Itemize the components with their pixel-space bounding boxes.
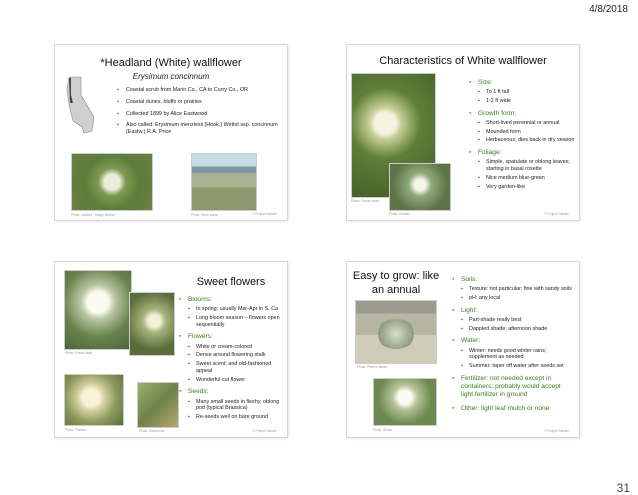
slide-credit: © Project Garden <box>544 429 569 433</box>
bullet-habitat: ▪ Coastal dunes, bluffs or prairies <box>117 99 282 106</box>
item: ▪ Many small seeds in fleshy, oblong pod (typical Brassica) <box>188 399 283 413</box>
slide-characteristics <box>347 45 579 220</box>
section-soils: ▪ Soils: ▪ Texture: not particular; fine with sandy soils ▪ pH: any local <box>452 276 574 302</box>
item: ▪ Summer: taper off water after seeds set <box>461 363 574 370</box>
photo-caption: Photo: Seed pods <box>139 429 165 433</box>
item: ▪ To 1 ft tall <box>478 89 575 96</box>
photo-flower-stalk <box>64 270 132 350</box>
slide-title: *Headland (White) wallflower <box>100 57 242 69</box>
item: ▪ Wonderful cut flower <box>188 377 283 384</box>
slide2-bullets <box>469 79 575 195</box>
item: ▪ Re-seeds well on bare ground <box>188 414 283 421</box>
slide4-bullets <box>452 276 574 418</box>
slide-credit: © Project Garden <box>252 429 277 433</box>
item: ▪ Dense around flowering stalk <box>188 352 283 359</box>
section-other: ▪ Other: light leaf mulch or none <box>452 405 574 413</box>
slide1-bullets <box>117 87 282 141</box>
item: ▪ Simple, spatulate or oblong leaves; starting in basal rosette <box>478 159 575 173</box>
photo-bloom-closeup <box>64 374 124 426</box>
photo-caption: Photo: Calflora · Image Archive <box>71 213 116 217</box>
photo-caption: Photo: Bloom <box>373 428 393 432</box>
bullet-range: ▪ Coastal scrub from Marin Co., CA to Curry Co., OR <box>117 87 282 94</box>
item: ▪ pH: any local <box>461 295 574 302</box>
section-light: ▪ Light: ▪ Part-shade really best ▪ Dappled shade; afternoon shade <box>452 307 574 333</box>
section-fertilizer: ▪ Fertilizer: not needed except in containers; probably would accept light fertilizer in ground <box>452 375 574 400</box>
photo-caption: Photo: Plant in dunes <box>357 365 388 369</box>
item: ▪ In spring; usually Mar-Apr in S. Ca <box>188 306 283 313</box>
page-date: 4/8/2018 <box>589 4 628 15</box>
item: ▪ Dappled shade; afternoon shade <box>461 326 574 333</box>
slide-title: Easy to grow: like an annual <box>352 270 440 296</box>
item: ▪ Sweet scent; and old-fashioned appeal <box>188 361 283 375</box>
page-number: 31 <box>616 481 630 495</box>
bullet-synonym: ▪ Also called: Erysimum menziesii (Hook.) Wettst ssp. concinnum (Eastw.) R.A. Price <box>117 122 282 136</box>
photo-dune-scene <box>191 153 257 211</box>
item: ▪ Long bloom season – flowers open sequentially <box>188 315 283 329</box>
photo-wallflower-plant <box>71 153 153 211</box>
slide-title: Sweet flowers <box>196 276 266 288</box>
photo-plant-in-dunes <box>355 300 437 364</box>
item: ▪ Winter: needs good winter rains; supplement as needed <box>461 348 574 362</box>
item: ▪ Very garden-like <box>478 184 575 191</box>
item: ▪ Herbaceous; dies back in dry season <box>478 137 575 144</box>
bullet-collected: ▪ Collected 1899 by Alice Eastwood <box>117 111 282 118</box>
slide-subtitle: Erysimum concinnum <box>132 72 210 81</box>
photo-seed-pods <box>137 382 179 428</box>
photo-bloom <box>373 378 437 426</box>
slide-easy-to-grow <box>347 262 579 437</box>
photo-flowers <box>129 292 175 356</box>
slide-credit: © Project Garden <box>544 212 569 216</box>
slide-credit: © Project Garden <box>252 212 277 216</box>
photo-caption: Photo: Rosette <box>389 212 411 216</box>
item: ▪ Part-shade really best <box>461 317 574 324</box>
section-seeds: ▪ Seeds: ▪ Many small seeds in fleshy, oblong pod (typical Brassica) ▪ Re-seeds well on bare ground <box>179 388 283 420</box>
slide-title: Characteristics of White wallflower <box>379 55 547 67</box>
item: ▪ White or cream-colored <box>188 344 283 351</box>
photo-caption: Photo: Flower stalk <box>65 351 93 355</box>
slide3-bullets <box>179 296 283 426</box>
section-size: ▪ Size: ▪ To 1 ft tall ▪ 1-2 ft wide <box>469 79 575 105</box>
section-growth-form: ▪ Growth form: ▪ Short-lived perennial or annual ▪ Mounded form ▪ Herbaceous; dies back in dry season <box>469 110 575 144</box>
california-map <box>65 75 97 137</box>
item: ▪ Texture: not particular; fine with sandy soils <box>461 286 574 293</box>
photo-caption: Photo: Flower head <box>351 199 379 203</box>
item: ▪ 1-2 ft wide <box>478 98 575 105</box>
slide-headland-wallflower <box>55 45 287 220</box>
photo-rosette <box>389 163 451 211</box>
item: ▪ Short-lived perennial or annual <box>478 120 575 127</box>
section-foliage: ▪ Foliage: ▪ Simple, spatulate or oblong leaves; starting in basal rosette ▪ Nice medium blue-green ▪ Very garden-like <box>469 149 575 190</box>
item: ▪ Mounded form <box>478 129 575 136</box>
section-flowers: ▪ Flowers: ▪ White or cream-colored ▪ Dense around flowering stalk ▪ Sweet scent; and old-fashioned appeal ▪ Wonderful cut flower <box>179 333 283 383</box>
item: ▪ Nice medium blue-green <box>478 175 575 182</box>
section-water: ▪ Water: ▪ Winter: needs good winter rains; supplement as needed ▪ Summer: taper off water after seeds set <box>452 337 574 369</box>
photo-caption: Photo: Flowers <box>65 428 87 432</box>
section-blooms: ▪ Blooms: ▪ In spring; usually Mar-Apr in S. Ca ▪ Long bloom season – flowers open sequentially <box>179 296 283 328</box>
slide-sweet-flowers <box>55 262 287 437</box>
photo-caption: Photo: Dune scene <box>191 213 219 217</box>
